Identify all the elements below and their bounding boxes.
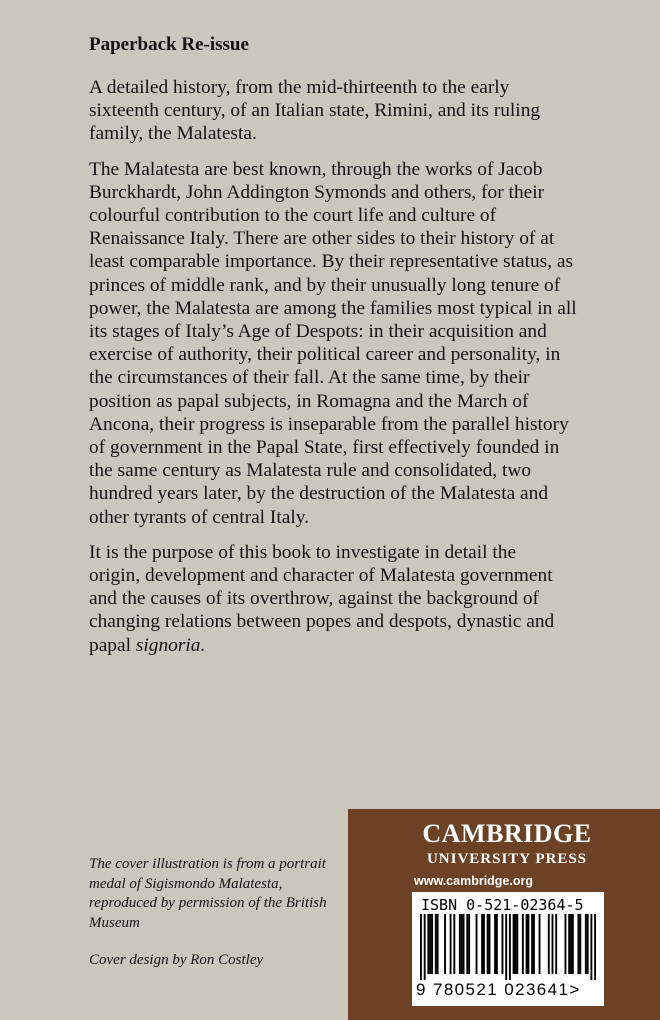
barcode-bar xyxy=(463,914,465,974)
text-line: of government in the Papal State, first effectively founded in xyxy=(89,437,560,459)
barcode-bar xyxy=(527,914,529,974)
barcode-bar xyxy=(531,914,533,974)
publisher-url: www.cambridge.org xyxy=(414,874,534,888)
text-line: sixteenth century, of an Italian state, Rimini, and its ruling xyxy=(89,100,541,122)
barcode-bar xyxy=(565,914,567,974)
barcode-bar xyxy=(533,914,535,974)
credit-line: medal of Sigismondo Malatesta, xyxy=(89,875,283,892)
barcode-bar xyxy=(514,914,516,974)
text-line: A detailed history, from the mid-thirteenth to the early xyxy=(89,77,510,98)
barcode-bar xyxy=(494,914,496,974)
text-line: Burckhardt, John Addington Symonds and others, for their xyxy=(89,181,545,203)
text-fragment: papal xyxy=(89,634,136,656)
text-line: and the causes of its overthrow, against the background of xyxy=(89,588,539,610)
barcode-bar xyxy=(453,914,455,974)
spacer xyxy=(89,933,349,951)
isbn-number: ISBN 0-521-02364-5 xyxy=(421,896,584,914)
barcode-bar xyxy=(483,914,485,974)
publisher-panel xyxy=(348,809,660,1020)
italic-term: signoria. xyxy=(135,634,206,656)
barcode-bar xyxy=(579,914,581,974)
barcode-bar xyxy=(450,914,452,974)
credit-line: The cover illustration is from a portrait xyxy=(89,856,326,872)
publisher-subtitle: UNIVERSITY PRESS xyxy=(426,851,588,867)
barcode-bar xyxy=(459,914,461,974)
barcode-bar xyxy=(435,914,437,974)
text-line: family, the Malatesta. xyxy=(89,123,257,145)
barcode-bar xyxy=(431,914,433,974)
barcode-bar xyxy=(481,914,483,974)
barcode-bar xyxy=(548,914,550,974)
barcode-bar xyxy=(594,914,596,980)
barcode-bar xyxy=(570,914,572,974)
cover-credits xyxy=(89,855,349,971)
text-line: princes of middle rank, and by their unusually long tenure of xyxy=(89,274,561,296)
design-credit: Cover design by Ron Costley xyxy=(89,952,264,969)
text-line: Renaissance Italy. There are other sides to their history of at xyxy=(89,228,555,250)
text-line: The Malatesta are best known, through the works of Jacob xyxy=(89,158,543,180)
blurb-paragraph-3 xyxy=(89,541,621,657)
text-line: colourful contribution to the court life and culture of xyxy=(89,205,497,227)
barcode-bar xyxy=(424,914,426,980)
barcode-bar xyxy=(487,914,489,974)
barcode-bar xyxy=(539,914,541,974)
text-line: power, the Malatesta are among the families most typical in all xyxy=(89,297,577,319)
text-line: Ancona, their progress is inseparable from the parallel history xyxy=(89,413,569,435)
barcode-bar xyxy=(466,914,468,974)
blurb xyxy=(89,76,621,669)
text-line: the circumstances of their fall. At the same time, by their xyxy=(89,367,530,389)
barcode-bar xyxy=(516,914,518,974)
barcode-bar xyxy=(577,914,579,974)
ean-digits: 9 780521 023641 xyxy=(416,980,570,999)
barcode-bar xyxy=(505,914,507,980)
reissue-heading: Paperback Re-issue xyxy=(89,34,249,55)
barcode-bar xyxy=(555,914,557,974)
barcode-label xyxy=(412,892,604,1006)
barcode-bar xyxy=(468,914,470,974)
text-line: other tyrants of central Italy. xyxy=(89,506,310,528)
barcode-bar xyxy=(427,914,429,974)
barcode-bar xyxy=(587,914,589,974)
ean-number xyxy=(416,980,581,1000)
text-line: position as papal subjects, in Romagna and the March of xyxy=(89,390,529,412)
barcode-bar xyxy=(513,914,515,974)
credit-line: Museum xyxy=(89,914,140,931)
barcode-icon xyxy=(420,914,596,980)
barcode-bar xyxy=(461,914,463,974)
text-line: changing relations between popes and despots, dynastic and xyxy=(89,611,555,633)
barcode-bar xyxy=(526,914,528,974)
credit-line: reproduced by permission of the British xyxy=(89,895,327,912)
blurb-paragraph-1 xyxy=(89,76,621,146)
barcode-bar xyxy=(509,914,511,980)
barcode-bar xyxy=(590,914,592,980)
text-line: the same century as Malatesta rule and consolidated, two xyxy=(89,460,532,482)
barcode-bar xyxy=(522,914,524,974)
text-line xyxy=(89,634,621,657)
add-on-mark: > xyxy=(569,980,581,999)
text-line: exercise of authority, their political career and personality, in xyxy=(89,344,561,366)
text-line: least comparable importance. By their representative status, as xyxy=(89,251,574,273)
publisher-name: CAMBRIDGE xyxy=(422,819,592,848)
barcode-bar xyxy=(552,914,554,974)
text-line: origin, development and character of Malatesta government xyxy=(89,565,553,587)
barcode-bar xyxy=(568,914,570,974)
text-line: its stages of Italy’s Age of Despots: in their acquisition and xyxy=(89,321,547,343)
barcode-bar xyxy=(585,914,587,974)
barcode-bar xyxy=(502,914,504,974)
text-line: It is the purpose of this book to investigate in detail the xyxy=(89,541,517,563)
barcode-bar xyxy=(476,914,478,974)
text-line: hundred years later, by the destruction of the Malatesta and xyxy=(89,483,549,505)
barcode-bar xyxy=(444,914,446,974)
barcode-bar xyxy=(572,914,574,974)
barcode-bar xyxy=(429,914,431,974)
blurb-paragraph-2 xyxy=(89,158,621,529)
barcode-bar xyxy=(437,914,439,974)
barcode-bar xyxy=(496,914,498,974)
barcode-bar xyxy=(420,914,422,980)
barcode-bar xyxy=(489,914,491,974)
